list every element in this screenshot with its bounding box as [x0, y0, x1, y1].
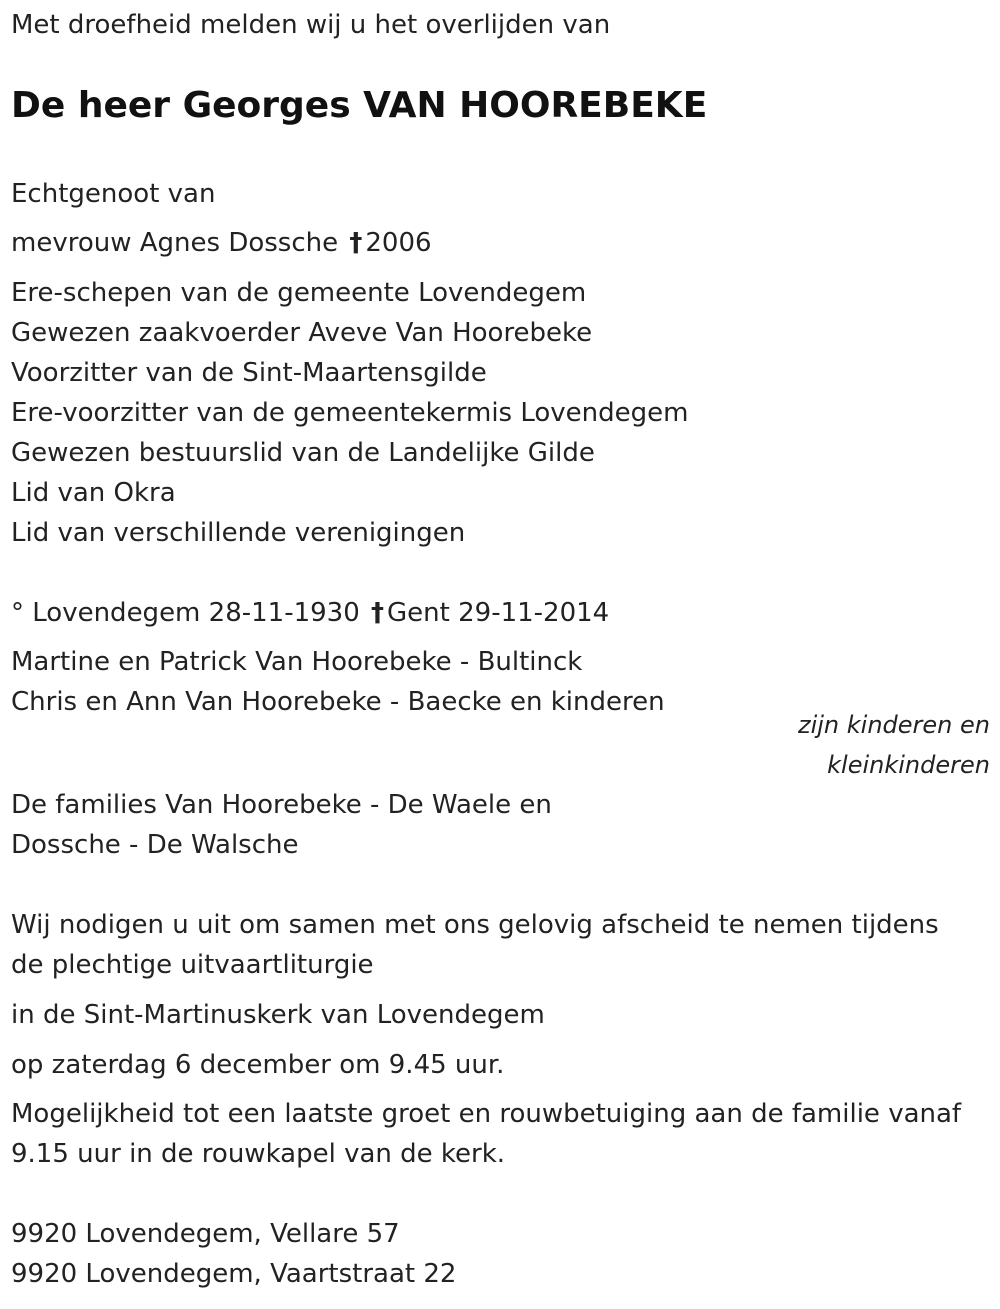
ceremony-location: in de Sint-Martinuskerk van Lovendegem: [11, 1000, 545, 1030]
role-line: Gewezen zaakvoerder Aveve Van Hoorebeke: [11, 318, 593, 348]
address-line: 9920 Lovendegem, Vellare 57: [11, 1219, 400, 1249]
greeting-line: 9.15 uur in de rouwkapel van de kerk.: [11, 1139, 506, 1169]
spouse-death-year: 2006: [365, 228, 432, 258]
death-text: Gent 29-11-2014: [387, 598, 610, 628]
role-line: Lid van Okra: [11, 478, 176, 508]
children-line: Martine en Patrick Van Hoorebeke - Bultinck: [11, 647, 583, 677]
spouse-line: [11, 230, 432, 256]
role-line: Lid van verschillende verenigingen: [11, 518, 466, 548]
children-line: Chris en Ann Van Hoorebeke - Baecke en kinderen: [11, 687, 665, 717]
death-cross-icon: †: [349, 228, 363, 258]
greeting-line: Mogelijkheid tot een laatste groet en rouwbetuiging aan de familie vanaf: [11, 1099, 962, 1129]
life-dates: [11, 600, 609, 626]
spouse-name: mevrouw Agnes Dossche: [11, 228, 339, 258]
ceremony-date: op zaterdag 6 december om 9.45 uur.: [11, 1050, 505, 1080]
invitation-line: de plechtige uitvaartliturgie: [11, 950, 374, 980]
children-note-line: zijn kinderen en: [798, 711, 990, 739]
role-line: Gewezen bestuurslid van de Landelijke Gilde: [11, 438, 595, 468]
spouse-label: Echtgenoot van: [11, 179, 216, 209]
address-line: 9920 Lovendegem, Vaartstraat 22: [11, 1259, 457, 1289]
families-line: De families Van Hoorebeke - De Waele en: [11, 790, 552, 820]
role-line: Ere-schepen van de gemeente Lovendegem: [11, 278, 587, 308]
invitation-line: Wij nodigen u uit om samen met ons gelovig afscheid te nemen tijdens: [11, 910, 939, 940]
role-line: Ere-voorzitter van de gemeentekermis Lovendegem: [11, 398, 689, 428]
children-note-line: kleinkinderen: [827, 751, 990, 779]
role-line: Voorzitter van de Sint-Maartensgilde: [11, 358, 487, 388]
intro-text: Met droefheid melden wij u het overlijden van: [11, 10, 611, 40]
families-line: Dossche - De Walsche: [11, 830, 299, 860]
death-cross-icon: †: [371, 598, 385, 628]
birth-text: ° Lovendegem 28-11-1930: [11, 598, 360, 628]
deceased-name: De heer Georges VAN HOOREBEKE: [11, 85, 708, 126]
